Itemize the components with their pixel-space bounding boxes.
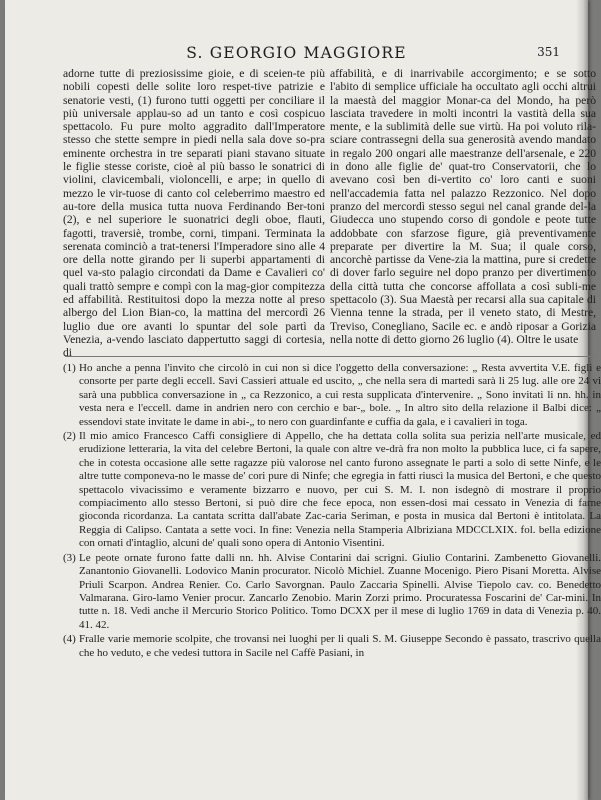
footnote-text: Il mio amico Francesco Caffi consigliere di Appello, che ha dettata colla solita sua perizia nell'arte musicale, ed erudizione letteraria, la vita del celebre Bertoni, la quale con altre ve-drà fra non molto la pubblica luce, ci fa sapere, che in cotesta occasione alle sette ragazze più valorose nel canto furono assegnate le parti a solo di sette Ninfe, e le altre tutte componeva-no le masse de' cori pure di Ninfe; che egregia in fatti riuscì la musica del Bertoni, e che questo spettacolo vivacissimo e veramente bizzarro e nuovo, per cui S. M. I. non isdegnò di mostrare il proprio compiacimento allo stesso Bertoni, si può dire che fece epoca, non essen-dosi mai cessato in Venezia di farne gioconda ricordanza. La cantata scritta dall'abate Zac-caria Seriman, e posta in musica dal Bertoni è intitolata. La Reggia di Calipso. Cantata a sette voci. In fine: Venezia nella Stamperia Albriziana MDCCLXIX. fol. bella edizione con ornati d'intaglio, alcuni de' quali sono opera di Antonio Visentini. xyxy=(79,430,601,550)
footnote-text: Ho anche a penna l'invito che circolò in cui non si dice l'oggetto della conversazione: „ Resta avvertita V.E. figli e consorte per parte degli eccell. Savi Cassieri attuale ed uscito, „ che nella sera di martedì sarà li 25 lug. alle ore 24 vi sarà una pubblica conversazione in „ ca Rezzonico, a cui resta supplicata d'intervenire. „ Sono invitati li nn. hh. in vesta nera e l'eccell. dame in andrien nero con cerchio e bar-„ bole. „ In altro sito della relazione il Balbi dice: „ essendovi state invitate le dame in abi-„ to nero con guardinfante e cuffia da gala, e i cavalieri in toga. xyxy=(79,362,601,428)
footnote xyxy=(63,633,601,660)
footnote-mark: (2) xyxy=(63,430,76,443)
footnote-text: Fralle varie memorie scolpite, che trovansi nei luoghi per li quali S. M. Giuseppe Secondo è passato, trascrivo quella che ho veduto, e che vedesi tuttora in Sacile nel Caffè Pasiani, in xyxy=(79,633,601,659)
body-column-right xyxy=(330,67,596,347)
footnote-mark: (1) xyxy=(63,362,76,374)
running-title: S. GEORGIO MAGGIORE xyxy=(186,44,407,62)
footnote xyxy=(63,362,601,429)
footnote xyxy=(63,430,601,551)
page-number: 351 xyxy=(537,45,560,59)
body-text-right: affabilità, e di inarrivabile accorgimento; e se sotto l'abito di semplice ufficiale ha occultato agli occhi altrui la maestà del maggior Monar-ca del Mondo, ha però lasciata travedere in molti incontri la vastità della sua mente, e la sublimità delle sue virtù. Ha poi voluto rila-sciare contrassegni della sua generosità avendo mandato in regalo 200 ongari alle maestranze dell'arsenale, e 220 in dono alle figlie de' quat-tro Conservatorii, che lo avevano così ben di-vertito co' loro canti e suoni nell'accademia fatta nel palazzo Rezzonico. Nel dopo pranzo del mercordì stesso segui nel canal grande del-la Giudecca uno stupendo corso di gondole e peote tutte addobbate con sfarzose figure, già preventivamente preparate per divertire la M. Sua; il quale corso, ancorchè partisse da Vene-zia la mattina, pure si credette di dover farlo seguire nel dopo pranzo per divertimento della città tutta che concorse affollata a così subli-me spettacolo (3). Sua Maestà per recarsi alla sua capitale di Vienna tenne la strada, per il veneto stato, di Mestre, Treviso, Conegliano, Sacile ec. e andò riposar a Gorizia nella notte di detto giorno 26 luglio (4). Oltre le usate xyxy=(330,67,596,346)
footnote-mark: (4) xyxy=(63,633,76,646)
footnote-text: Le peote ornate furono fatte dalli nn. hh. Alvise Contarini dai scrigni. Giulio Contarini. Zambenetto Giovanelli. Zanantonio Giovanelli. Lodovico Manin procurator. Nicolò Michiel. Zuanne Mocenigo. Piero Pisani Moretta. Alvise Priuli Scarpon. Andrea Renier. Co. Carlo Savorgnan. Paulo Zaccaria Spinelli. Alvise Tiepolo cav. co. Benedetto Valmarana. Giro-lamo Venier procur. Zancarlo Zenobio. Marin Zorzi primo. Procuratessa Foscarini de' Car-mini. In tutte n. 18. Vedi anche il Mercurio Storico Politico. Tomo DCXX per il mese di luglio 1769 in data di Venezia p. 40. 41. 42. xyxy=(79,551,601,631)
body-column-left xyxy=(63,67,325,360)
footnotes xyxy=(63,362,601,782)
body-text-left: adorne tutte di preziosissime gioie, e di sceien-te più nobili copesti delle solite loro respet-tive patrizie e senatorie vesti, (1) furono tutti oggetti per conciliare il più universale applau-so ad un tanto e così cospicuo spettacolo. Fu pure molto aggradito dall'Imperatore stesso che stette sempre in piedi nella sala dove so-pra eminente orchestra in tre separati piani stavano situate le figlie stesse coriste, cioè al più basso le sonatrici di violini, clavicembali, violoncelli, e arpe; in quello di mezzo le vir-tuose di canto col celeberrimo maestro ed au-tore della musica tutta nuova Ferdinando Ber-toni (2), e nel superiore le suonatrici degli oboe, flauti, fagotti, traversiè, trombe, corni, timpani. Terminata la serenata cominciò a trat-tenersi l'Imperadore sino alle 4 ore della notte girando per li superbi appartamenti di quel va-sto palagio circondati da Dame e Cavalieri co' quali trattò sempre e compì con la mag-gior compitezza ed affabilità. Restituitosi dopo la mezza notte al preso albergo del Lion Bian-co, la mattina del mercordì 26 luglio due ore avanti lo spuntar del sole partì da Venezia, a-vendo lasciato dappertutto saggi di cortesia, di xyxy=(63,67,325,360)
footnote xyxy=(63,552,601,632)
page-header xyxy=(5,44,588,64)
footnote-divider xyxy=(65,356,597,357)
footnote-mark: (3) xyxy=(63,551,76,564)
book-page xyxy=(5,0,601,800)
